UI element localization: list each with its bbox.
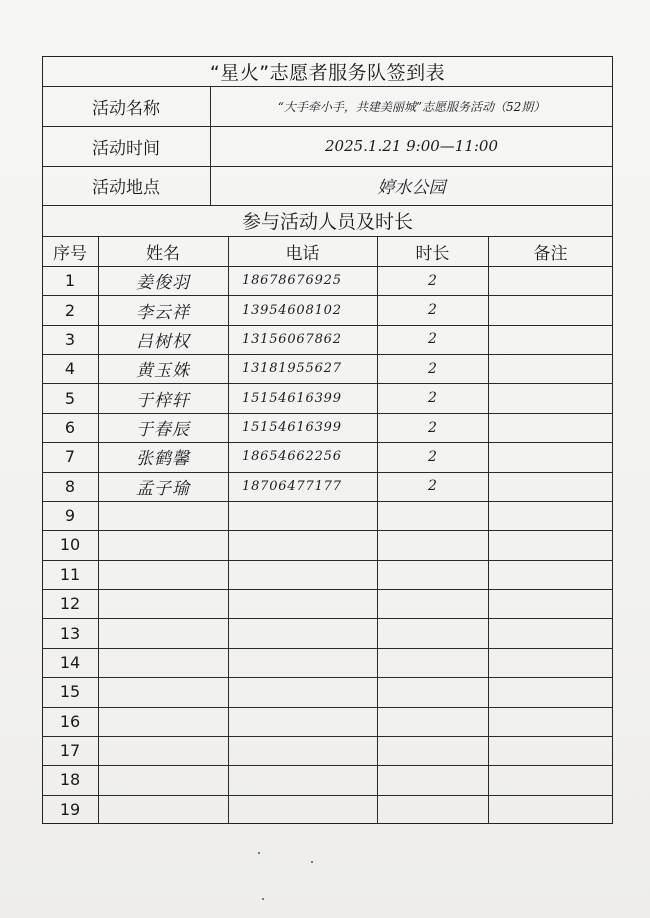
row-name — [98, 618, 228, 647]
row-duration — [377, 618, 488, 647]
participants-section-title: 参与活动人员及时长 — [241, 211, 413, 233]
row-name: 李云祥 — [136, 302, 190, 323]
row-note — [488, 413, 613, 442]
row-phone — [228, 501, 377, 530]
row-number: 11 — [59, 564, 81, 584]
row-note — [488, 530, 613, 559]
row-duration — [377, 589, 488, 618]
row-number: 2 — [64, 300, 76, 320]
row-note — [488, 618, 613, 647]
row-duration — [377, 736, 488, 765]
header-no: 序号 — [53, 243, 87, 264]
row-name — [98, 589, 228, 618]
row-phone — [228, 618, 377, 647]
row-number: 13 — [59, 623, 81, 643]
row-note — [488, 266, 613, 295]
row-duration — [377, 677, 488, 706]
row-note — [488, 736, 613, 765]
row-phone: 15154616399 — [242, 420, 342, 435]
row-duration — [377, 530, 488, 559]
row-number: 15 — [59, 682, 81, 702]
row-duration: 2 — [428, 390, 437, 407]
row-name — [98, 707, 228, 736]
row-number: 9 — [64, 506, 76, 526]
row-number: 6 — [64, 418, 76, 437]
activity-time-label: 活动时间 — [92, 138, 160, 159]
row-name — [98, 765, 228, 794]
row-note — [488, 472, 613, 501]
info-label-divider — [210, 86, 211, 205]
row-duration: 2 — [428, 419, 437, 436]
activity-place-label: 活动地点 — [92, 178, 160, 198]
row-note — [488, 560, 613, 589]
row-duration — [377, 795, 488, 824]
row-phone — [228, 648, 377, 677]
paper-speck — [311, 861, 313, 863]
row-number: 19 — [59, 799, 81, 819]
activity-time-value: 2025.1.21 9:00—11:00 — [324, 137, 499, 155]
row-phone — [228, 765, 377, 794]
row-phone: 18678676925 — [242, 273, 342, 289]
row-phone — [228, 589, 377, 618]
row-name — [98, 648, 228, 677]
form-title: “星火”志愿者服务队签到表 — [209, 61, 446, 84]
row-number: 12 — [59, 594, 81, 614]
row-note — [488, 795, 613, 824]
row-name: 于春辰 — [136, 420, 190, 440]
row-duration: 2 — [428, 302, 437, 319]
header-duration: 时长 — [415, 243, 450, 264]
row-duration: 2 — [428, 272, 437, 289]
row-name: 张鹤馨 — [136, 449, 190, 470]
row-number: 4 — [64, 359, 76, 379]
row-duration — [377, 707, 488, 736]
row-name — [98, 736, 228, 765]
row-name: 姜俊羽 — [136, 273, 190, 294]
row-number: 3 — [64, 329, 76, 349]
row-name — [98, 795, 228, 824]
row-phone: 18706477177 — [242, 478, 342, 494]
paper-speck — [262, 898, 264, 900]
row-number: 8 — [64, 476, 76, 496]
row-phone — [228, 707, 377, 736]
row-name: 吕树权 — [136, 331, 190, 352]
row-phone: 15154616399 — [242, 390, 342, 406]
row-number: 1 — [64, 271, 76, 291]
row-name: 孟子瑜 — [136, 478, 190, 499]
row-duration: 2 — [428, 331, 437, 348]
row-note — [488, 383, 613, 412]
row-phone — [228, 560, 377, 589]
row-note — [488, 442, 613, 471]
row-name — [98, 530, 228, 559]
row-note — [488, 501, 613, 530]
row-duration: 2 — [428, 448, 437, 465]
row-note — [488, 354, 613, 383]
row-phone — [228, 795, 377, 824]
header-name: 姓名 — [146, 243, 180, 264]
row-note — [488, 677, 613, 706]
row-phone: 18654662256 — [242, 449, 342, 465]
row-phone — [228, 530, 377, 559]
row-name: 黄玉姝 — [136, 361, 190, 382]
row-duration: 2 — [428, 478, 437, 495]
row-phone: 13181955627 — [242, 361, 342, 377]
row-name — [98, 560, 228, 589]
paper-speck — [258, 852, 260, 854]
activity-name-label: 活动名称 — [92, 98, 160, 119]
row-phone: 13156067862 — [242, 331, 342, 347]
row-duration — [377, 501, 488, 530]
row-number: 18 — [59, 770, 81, 790]
row-phone: 13954608102 — [242, 302, 342, 318]
row-duration — [377, 560, 488, 589]
row-duration — [377, 765, 488, 794]
row-duration — [377, 648, 488, 677]
header-phone: 电话 — [285, 243, 320, 264]
row-note — [488, 765, 613, 794]
header-note: 备注 — [533, 243, 568, 264]
row-name — [98, 501, 228, 530]
row-number: 5 — [64, 388, 76, 408]
row-number: 14 — [59, 652, 81, 672]
row-number: 7 — [64, 447, 76, 467]
activity-name-value: “大手牵小手，共建美丽城”志愿服务活动（52期） — [277, 99, 546, 114]
row-number: 10 — [59, 535, 81, 555]
row-phone — [228, 677, 377, 706]
row-duration: 2 — [428, 360, 437, 377]
row-note — [488, 589, 613, 618]
row-note — [488, 295, 613, 324]
row-number: 16 — [59, 711, 81, 731]
row-number: 17 — [59, 741, 81, 761]
row-phone — [228, 736, 377, 765]
row-name — [98, 677, 228, 706]
row-note — [488, 648, 613, 677]
row-note — [488, 325, 613, 354]
activity-place-value: 婷水公园 — [377, 178, 446, 198]
row-name: 于梓轩 — [136, 390, 190, 411]
row-note — [488, 707, 613, 736]
